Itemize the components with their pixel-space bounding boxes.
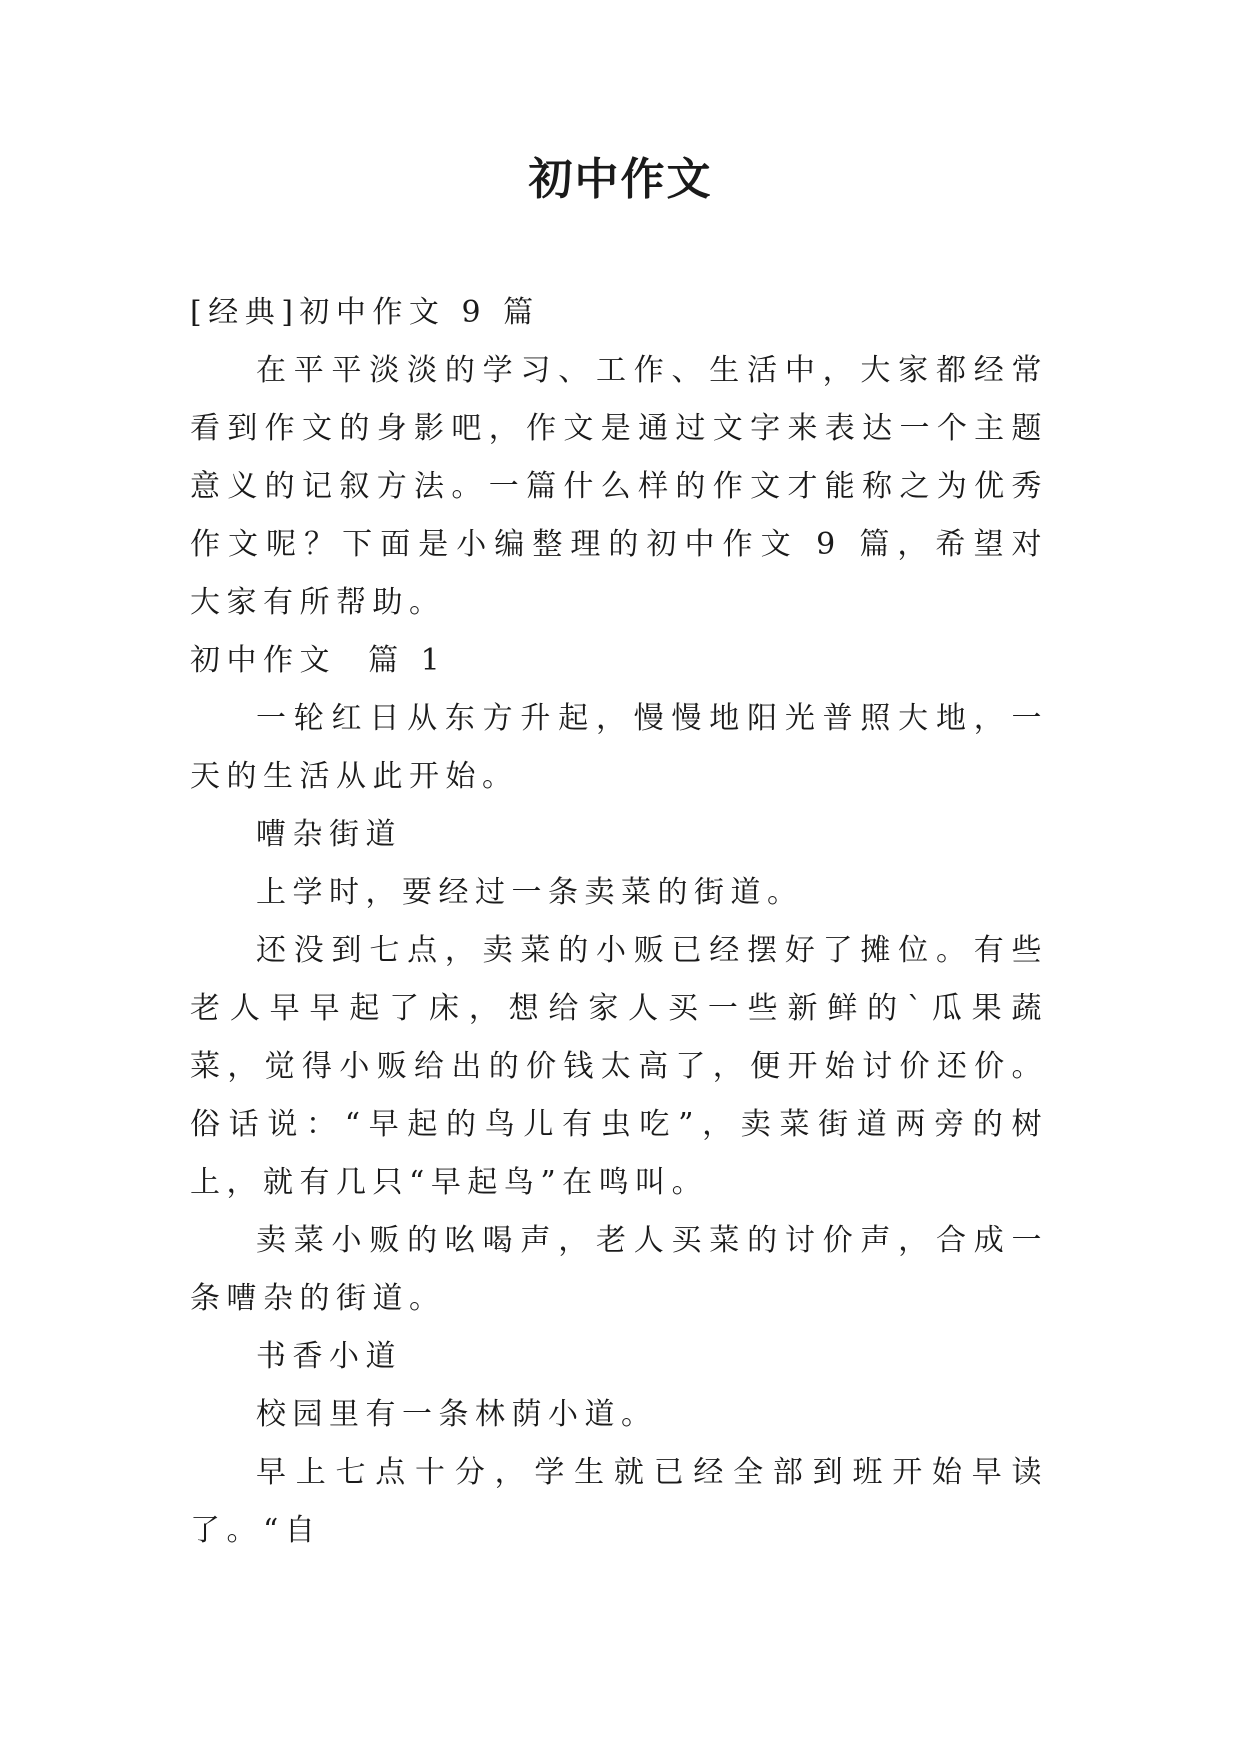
intro-paragraph: 在平平淡淡的学习、工作、生活中，大家都经常看到作文的身影吧，作文是通过文字来表达一个主题意义的记叙方法。一篇什么样的作文才能称之为优秀作文呢？下面是小编整理的初中作文 9 篇，希望对大家有所帮助。: [190, 353, 1048, 620]
body-paragraph: 一轮红日从东方升起，慢慢地阳光普照大地，一天的生活从此开始。: [190, 701, 1048, 794]
section-heading: 初中作文 篇 1: [190, 643, 447, 678]
body-paragraph: 上学时，要经过一条卖菜的街道。: [256, 875, 804, 910]
body-paragraph: 校园里有一条林荫小道。: [256, 1397, 658, 1432]
body-paragraph: 早上七点十分，学生就已经全部到班开始早读了。“自: [190, 1455, 1048, 1548]
subheading-noisy-street: 嘈杂街道: [256, 817, 402, 852]
subheading-scholarly-path: 书香小道: [256, 1339, 402, 1374]
document-body: [190, 284, 1048, 1560]
body-paragraph: 卖菜小贩的吆喝声，老人买菜的讨价声，合成一条嘈杂的街道。: [190, 1223, 1048, 1316]
document-subtitle: [经典]初中作文 9 篇: [190, 295, 540, 330]
body-paragraph: 还没到七点，卖菜的小贩已经摆好了摊位。有些老人早早起了床，想给家人买一些新鲜的`瓜果蔬菜，觉得小贩给出的价钱太高了，便开始讨价还价。俗话说：“早起的鸟儿有虫吃”，卖菜街道两旁的树上，就有几只“早起鸟”在鸣叫。: [190, 933, 1048, 1200]
document-title: 初中作文: [528, 154, 713, 205]
